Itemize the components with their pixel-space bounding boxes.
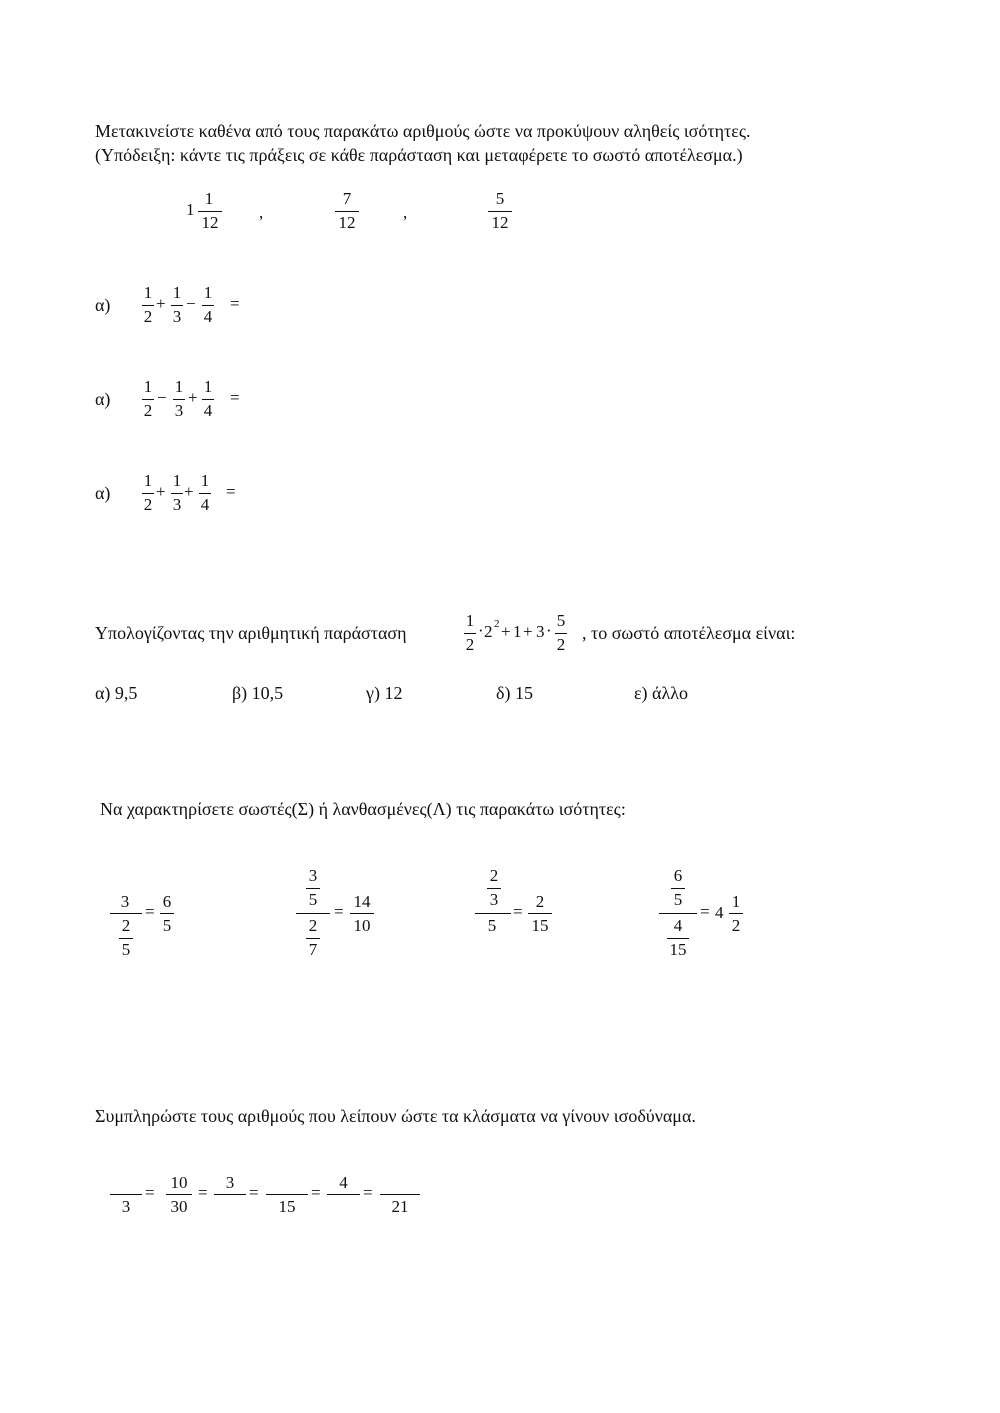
main-fraction-bar <box>296 913 330 914</box>
operator: + <box>156 294 166 313</box>
numerator: 10 <box>170 1173 188 1192</box>
choice-a[interactable]: α) 9,5 <box>95 683 138 703</box>
main-fraction-bar <box>110 913 142 914</box>
numerator: 1 <box>203 377 213 396</box>
answer-drop-zone[interactable] <box>246 476 326 506</box>
fraction-bar <box>667 938 689 939</box>
denominator: 2 <box>556 635 566 654</box>
numerator: 4 <box>339 1173 348 1192</box>
operator: + <box>184 482 194 501</box>
denominator: 2 <box>143 401 153 420</box>
denominator: 4 <box>203 401 213 420</box>
number-three: 3 <box>536 622 545 641</box>
fraction-bar <box>202 399 214 400</box>
denominator: 2 <box>465 635 475 654</box>
equals-sign: = <box>226 482 236 501</box>
fraction-bar <box>166 1194 192 1195</box>
fraction-bar <box>487 888 501 889</box>
plus-operator: + <box>523 622 533 641</box>
power-base: 2 <box>484 622 493 641</box>
denominator: 5 <box>121 940 131 959</box>
denominator: 15 <box>278 1197 296 1216</box>
numerator: 1 <box>731 892 741 911</box>
numerator: 7 <box>342 189 352 208</box>
numerator: 4 <box>673 916 683 935</box>
denominator: 3 <box>172 495 182 514</box>
denominator: 3 <box>174 401 184 420</box>
numerator: 1 <box>174 377 184 396</box>
denominator: 5 <box>487 916 497 935</box>
denominator: 3 <box>172 307 182 326</box>
denominator: 2 <box>731 916 741 935</box>
fraction-bar <box>198 211 222 212</box>
numerator: 6 <box>673 866 683 885</box>
equals-sign: = <box>230 294 240 313</box>
denominator: 3 <box>489 890 499 909</box>
separator: , <box>403 203 408 222</box>
fraction-bar <box>488 211 512 212</box>
exercise-label: α) <box>95 483 111 503</box>
instructions-line-2: (Υπόδειξη: κάντε τις πράξεις σε κάθε παράσταση και μεταφέρετε το σωστό αποτέλεσμα.) <box>95 145 743 165</box>
numerator: 2 <box>489 866 499 885</box>
characterize-title: Να χαρακτηρίσετε σωστές(Σ) ή λανθασμένες(Λ) τις παρακάτω ισότητες: <box>100 799 626 819</box>
denominator: 10 <box>353 916 371 935</box>
numerator: 1 <box>143 283 153 302</box>
equals-sign: = <box>230 388 240 407</box>
numerator: 5 <box>495 189 505 208</box>
denominator: 7 <box>308 940 318 959</box>
equivalent-title: Συμπληρώστε τους αριθμούς που λείπουν ώστε τα κλάσματα να γίνουν ισοδύναμα. <box>95 1106 696 1126</box>
numerator: 2 <box>308 916 318 935</box>
denominator: 4 <box>203 307 213 326</box>
numerator: 3 <box>225 1173 235 1192</box>
fraction-bar <box>142 493 154 494</box>
denominator: 2 <box>143 495 153 514</box>
denominator: 4 <box>200 495 210 514</box>
numerator: 1 <box>172 471 182 490</box>
numerator: 2 <box>121 916 131 935</box>
fraction-bar <box>173 399 185 400</box>
choice-b[interactable]: β) 10,5 <box>232 683 284 703</box>
denominator: 5 <box>673 890 683 909</box>
denominator: 12 <box>201 213 219 232</box>
answer-drop-zone[interactable] <box>250 382 330 412</box>
numerator: 1 <box>143 377 153 396</box>
numerator: 1 <box>143 471 153 490</box>
fraction-bar <box>214 1194 246 1195</box>
choice-c[interactable]: γ) 12 <box>366 683 403 703</box>
equals-sign: = <box>198 1183 208 1202</box>
fraction-bar <box>528 913 552 914</box>
denominator: 15 <box>669 940 687 959</box>
numerator: 1 <box>465 611 475 630</box>
fraction-bar <box>306 938 320 939</box>
fraction-bar <box>142 305 154 306</box>
fraction-bar <box>729 913 743 914</box>
fraction-bar <box>171 493 183 494</box>
whole-part: 1 <box>186 200 195 219</box>
whole-part: 4 <box>715 903 724 922</box>
equals-sign: = <box>513 902 523 921</box>
denominator: 21 <box>391 1197 409 1216</box>
denominator: 12 <box>338 213 356 232</box>
main-fraction-bar <box>659 913 697 914</box>
denominator: 12 <box>491 213 509 232</box>
fraction-bar <box>671 888 685 889</box>
fraction-bar <box>171 305 183 306</box>
exercise-label: α) <box>95 295 111 315</box>
fraction-bar <box>464 633 476 634</box>
main-fraction-bar <box>475 913 511 914</box>
numerator: 1 <box>204 189 214 208</box>
denominator: 15 <box>531 916 549 935</box>
denominator: 2 <box>143 307 153 326</box>
choice-e[interactable]: ε) άλλο <box>634 683 688 703</box>
fraction-bar <box>350 913 374 914</box>
instructions-line-1: Μετακινείστε καθένα από τους παρακάτω αριθμούς ώστε να προκύψουν αληθείς ισότητες. <box>95 121 751 141</box>
dot-operator: · <box>478 621 484 640</box>
number-one: 1 <box>513 622 522 641</box>
equals-sign: = <box>700 902 710 921</box>
fraction-bar <box>160 913 174 914</box>
denominator: 3 <box>121 1197 131 1216</box>
fraction-bar <box>327 1194 360 1195</box>
numerator: 3 <box>308 866 318 885</box>
numerator: 2 <box>535 892 545 911</box>
equals-sign: = <box>363 1183 373 1202</box>
numerator: 3 <box>120 892 130 911</box>
question-prefix: Υπολογίζοντας την αριθμητική παράσταση <box>95 623 407 643</box>
numerator: 6 <box>162 892 172 911</box>
numerator: 5 <box>556 611 566 630</box>
equals-sign: = <box>145 902 155 921</box>
power-exponent: 2 <box>494 618 500 630</box>
denominator: 5 <box>308 890 318 909</box>
fraction-bar <box>142 399 154 400</box>
choice-d[interactable]: δ) 15 <box>496 683 533 703</box>
fraction-bar <box>119 938 133 939</box>
plus-operator: + <box>501 622 511 641</box>
fraction-bar <box>380 1194 420 1195</box>
operator: − <box>157 388 167 407</box>
fraction-bar <box>202 305 214 306</box>
exercise-label: α) <box>95 389 111 409</box>
operator: − <box>186 294 196 313</box>
equals-sign: = <box>145 1183 155 1202</box>
equals-sign: = <box>334 902 344 921</box>
fraction-bar <box>266 1194 308 1195</box>
operator: + <box>188 388 198 407</box>
denominator: 5 <box>162 916 172 935</box>
fraction-bar <box>110 1194 142 1195</box>
operator: + <box>156 482 166 501</box>
equals-sign: = <box>311 1183 321 1202</box>
fraction-bar <box>555 633 567 634</box>
fraction-bar <box>335 211 359 212</box>
numerator: 14 <box>353 892 371 911</box>
numerator: 1 <box>203 283 213 302</box>
equals-sign: = <box>249 1183 259 1202</box>
fraction-bar <box>199 493 211 494</box>
separator: , <box>259 203 264 222</box>
fraction-bar <box>306 888 320 889</box>
question-suffix: , το σωστό αποτέλεσμα είναι: <box>582 623 796 643</box>
dot-operator: · <box>546 621 552 640</box>
numerator: 1 <box>200 471 210 490</box>
answer-drop-zone[interactable] <box>250 288 330 318</box>
numerator: 1 <box>172 283 182 302</box>
denominator: 30 <box>170 1197 188 1216</box>
